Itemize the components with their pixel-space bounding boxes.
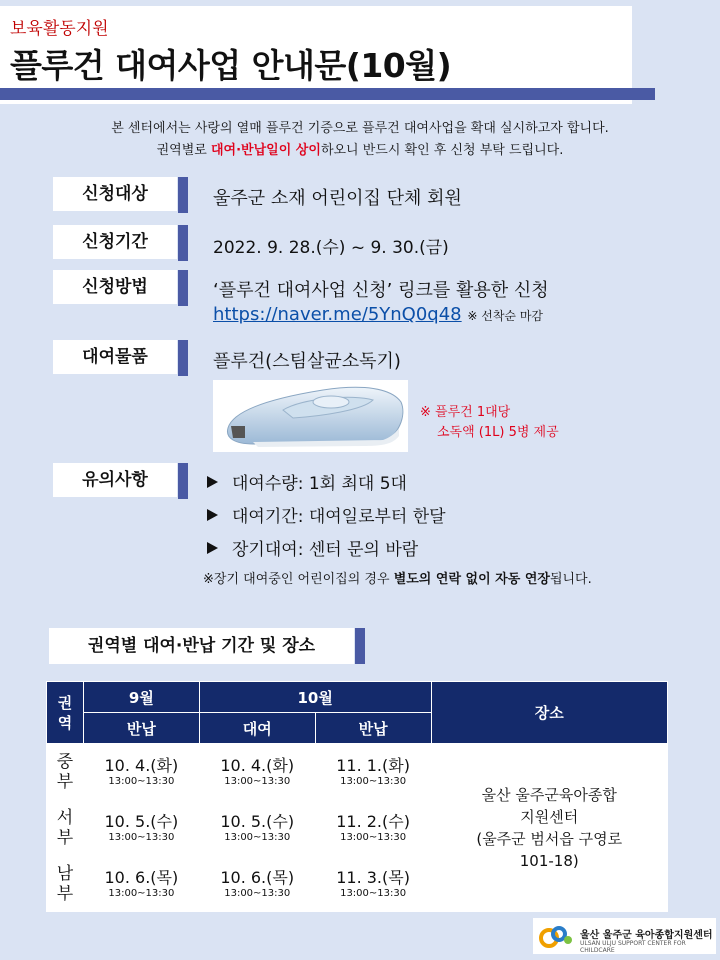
period-label-bar — [178, 225, 188, 261]
method-note: ※ 선착순 마감 — [467, 309, 544, 323]
notice-pre: ※장기 대여중인 어린이집의 경우 — [203, 572, 394, 587]
date-text: 10. 4.(화) — [104, 755, 179, 775]
time-text: 13:00~13:30 — [224, 831, 291, 843]
apply-link[interactable]: https://naver.me/5YnQ0q48 — [213, 304, 462, 325]
date-text: 10. 6.(목) — [104, 867, 179, 887]
intro-text — [0, 118, 720, 162]
date-text: 11. 2.(수) — [336, 811, 410, 831]
intro-line-1: 본 센터에서는 사랑의 열매 플루건 기증으로 플루건 대여사업을 확대 실시하고자 합니다. — [111, 121, 609, 136]
center-logo-icon — [537, 918, 577, 954]
place-line: (울주군 범서읍 구영로 — [476, 829, 623, 848]
place-line: 지원센터 — [520, 807, 579, 826]
region-text: 중부 — [56, 751, 74, 792]
col-region-text: 권역 — [57, 693, 73, 732]
place-line: 101-18) — [519, 851, 579, 870]
triangle-bullet-icon — [207, 509, 218, 521]
date-cell — [315, 744, 431, 800]
caution-label-bar — [178, 463, 188, 499]
intro-line-2 — [0, 140, 720, 162]
flugun-note-line-2: 소독액 (1L) 5병 제공 — [437, 425, 559, 440]
date-cell — [315, 856, 431, 912]
target-value: 울주군 소재 어린이집 단체 회원 — [213, 188, 462, 209]
flugun-image — [213, 380, 408, 452]
date-text: 11. 3.(목) — [336, 867, 410, 887]
caution-item-text: 대여기간: 대여일로부터 한달 — [232, 507, 446, 527]
time-text: 13:00~13:30 — [340, 831, 407, 843]
page-title: 플루건 대여사업 안내문(10월) — [10, 46, 452, 85]
date-text: 10. 6.(목) — [220, 867, 295, 887]
logo-subtext: ULSAN ULJU SUPPORT CENTER FOR CHILDCARE — [580, 940, 686, 954]
schedule-table — [46, 681, 668, 912]
intro-line-2-post: 하오니 반드시 확인 후 신청 부탁 드립니다. — [320, 143, 564, 158]
intro-line-2-pre: 권역별로 — [156, 143, 211, 158]
region-text: 남부 — [56, 863, 74, 904]
date-cell — [199, 800, 315, 856]
col-place-header: 장소 — [431, 682, 667, 744]
time-text: 13:00~13:30 — [340, 887, 407, 899]
time-text: 13:00~13:30 — [224, 775, 291, 787]
date-text: 10. 5.(수) — [104, 811, 179, 831]
caution-label: 유의사항 — [53, 463, 177, 497]
notice-bold: 별도의 연락 없이 자동 연장 — [393, 572, 550, 587]
category-label: 보육활동지원 — [10, 19, 109, 39]
period-value: 2022. 9. 28.(수) ~ 9. 30.(금) — [213, 238, 449, 258]
target-label-bar — [178, 177, 188, 213]
time-text: 13:00~13:30 — [108, 887, 175, 899]
time-text: 13:00~13:30 — [108, 775, 175, 787]
sub-sep-return: 반납 — [83, 713, 199, 744]
item-label-bar — [178, 340, 188, 376]
col-region-header — [47, 682, 84, 744]
col-oct-header: 10월 — [199, 682, 431, 713]
flugun-note — [420, 403, 559, 443]
time-text: 13:00~13:30 — [340, 775, 407, 787]
place-cell — [431, 744, 667, 912]
extension-notice — [203, 568, 592, 587]
time-text: 13:00~13:30 — [224, 887, 291, 899]
flugun-illustration — [213, 380, 408, 452]
date-cell — [83, 744, 199, 800]
item-label: 대여물품 — [53, 340, 177, 374]
caution-item — [207, 469, 407, 494]
method-value: ‘플루건 대여사업 신청’ 링크를 활용한 신청 — [213, 280, 549, 301]
title-underline — [0, 88, 655, 100]
flugun-note-line-1: ※ 플루건 1대당 — [420, 405, 511, 420]
item-value: 플루건(스팀살균소독기) — [213, 351, 401, 372]
region-text: 서부 — [56, 807, 74, 848]
place-line: 울산 울주군육아종합 — [481, 785, 617, 804]
caution-item-text: 장기대여: 센터 문의 바람 — [232, 540, 419, 560]
date-text: 11. 1.(화) — [336, 755, 410, 775]
sub-oct-rent: 대여 — [199, 713, 315, 744]
schedule-label-bar — [355, 628, 365, 664]
table-row — [47, 744, 668, 800]
intro-highlight: 대여·반납일이 상이 — [211, 143, 321, 158]
region-cell — [47, 744, 84, 800]
date-text: 10. 5.(수) — [220, 811, 295, 831]
region-cell — [47, 800, 84, 856]
sub-oct-return: 반납 — [315, 713, 431, 744]
logo-text: 울산 울주군 육아종합지원센터 — [580, 930, 713, 941]
date-cell — [199, 744, 315, 800]
triangle-bullet-icon — [207, 476, 218, 488]
date-cell — [83, 856, 199, 912]
caution-item-text: 대여수량: 1회 최대 5대 — [232, 474, 407, 494]
method-label: 신청방법 — [53, 270, 177, 304]
period-label: 신청기간 — [53, 225, 177, 259]
date-text: 10. 4.(화) — [220, 755, 295, 775]
triangle-bullet-icon — [207, 542, 218, 554]
schedule-label: 권역별 대여·반납 기간 및 장소 — [49, 628, 354, 664]
method-label-bar — [178, 270, 188, 306]
notice-post: 됩니다. — [549, 572, 592, 587]
method-link-row — [213, 304, 543, 325]
target-label: 신청대상 — [53, 177, 177, 211]
caution-item — [207, 502, 446, 527]
caution-item — [207, 535, 418, 560]
date-cell — [199, 856, 315, 912]
region-cell — [47, 856, 84, 912]
col-sep-header: 9월 — [83, 682, 199, 713]
time-text: 13:00~13:30 — [108, 831, 175, 843]
date-cell — [83, 800, 199, 856]
date-cell — [315, 800, 431, 856]
